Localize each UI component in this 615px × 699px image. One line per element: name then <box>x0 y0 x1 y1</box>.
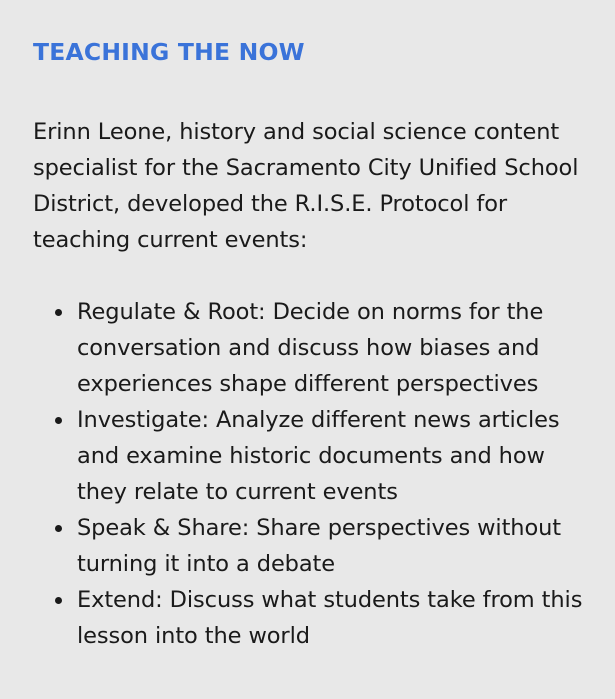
box-title: TEACHING THE NOW <box>33 38 305 66</box>
bullet-icon <box>55 417 62 424</box>
list-item-text: Investigate: Analyze different news articles and examine historic documents and how they relate to current events <box>77 407 560 505</box>
bullet-icon <box>55 597 62 604</box>
bullet-icon <box>55 309 62 316</box>
list-item-text: Extend: Discuss what students take from this lesson into the world <box>77 587 583 649</box>
intro-paragraph: Erinn Leone, history and social science content specialist for the Sacramento City Unified School District, developed the R.I.S.E. Protocol for teaching current events: <box>33 119 579 253</box>
rise-steps-list <box>33 294 595 654</box>
list-item <box>33 402 595 510</box>
list-item <box>33 582 595 654</box>
list-item <box>33 294 595 402</box>
list-item-text: Regulate & Root: Decide on norms for the conversation and discuss how biases and experiences shape different perspectives <box>77 299 544 397</box>
list-item <box>33 510 595 582</box>
list-item-text: Speak & Share: Share perspectives without turning it into a debate <box>77 515 562 577</box>
bullet-icon <box>55 525 62 532</box>
